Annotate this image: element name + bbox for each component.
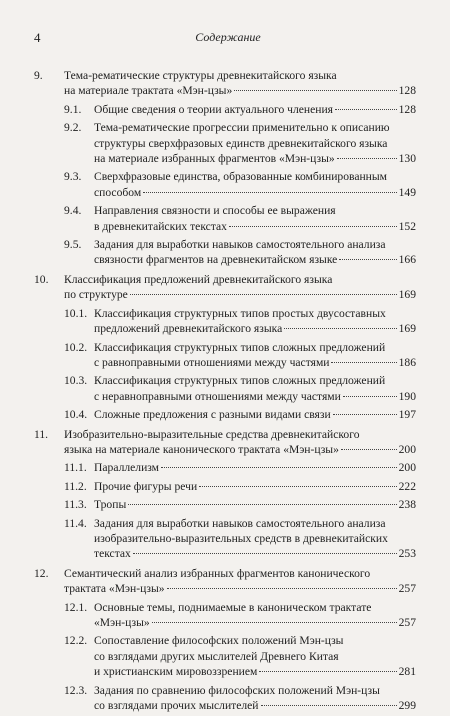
toc-chapter-entry [0, 68, 450, 99]
toc-entry-line: Семантический анализ избранных фрагментов канонического [64, 566, 371, 580]
toc-entry-line: на материале трактата «Мэн-цзы» [64, 84, 233, 98]
toc-dot-leader [261, 705, 397, 706]
toc-entry-last-line [64, 83, 416, 98]
toc-entry-line: со взглядами прочих мыслителей [94, 699, 259, 713]
toc-entry-title [94, 633, 416, 679]
toc-chapter-entry [0, 427, 450, 458]
toc-entry-number: 11.4. [64, 516, 87, 530]
toc-section-entry [0, 600, 450, 631]
toc-entry-number: 12.3. [64, 683, 88, 697]
toc-section-entry [0, 237, 450, 268]
toc-entry-number: 11.1. [64, 461, 87, 475]
toc-section-entry [0, 120, 450, 166]
toc-page-number: 257 [398, 582, 416, 596]
toc-entry-title [94, 683, 416, 714]
toc-section-entry [0, 340, 450, 371]
toc-entry-number: 12.2. [64, 634, 88, 648]
toc-entry-line: трактата «Мэн-цзы» [64, 582, 165, 596]
table-of-contents [0, 64, 450, 716]
toc-page-number: 200 [398, 461, 416, 475]
toc-entry-last-line [94, 407, 416, 422]
toc-entry-line: Общие сведения о теории актуального членения [94, 102, 334, 116]
toc-entry-last-line [94, 151, 416, 166]
toc-section-entry [0, 169, 450, 200]
toc-page-number: 190 [398, 389, 416, 403]
toc-entry-number: 9.5. [64, 238, 82, 252]
toc-page-number: 169 [398, 322, 416, 336]
toc-entry-title [94, 516, 416, 562]
toc-entry-number: 10.4. [64, 408, 88, 422]
toc-section-entry [0, 497, 450, 512]
toc-entry-title [94, 102, 416, 117]
toc-entry-line: связности фрагментов на древнекитайском языке [94, 253, 338, 267]
toc-entry-line: Задания для выработки навыков самостоятельного анализа [94, 516, 386, 530]
toc-entry-title [64, 272, 416, 303]
toc-dot-leader [259, 671, 396, 672]
toc-entry-line: текстах [94, 547, 131, 561]
toc-entry-line: Прочие фигуры речи [94, 479, 198, 493]
toc-entry-line: Тема-рематические структуры древнекитайского языка [64, 69, 337, 82]
toc-entry-last-line [94, 497, 416, 512]
toc-section-entry [0, 407, 450, 422]
toc-entry-last-line [94, 321, 416, 336]
toc-page-number: 128 [398, 84, 416, 98]
toc-dot-leader [130, 294, 397, 295]
toc-entry-number: 10.3. [64, 374, 88, 388]
toc-entry-title [94, 460, 416, 475]
running-title: Содержание [195, 30, 261, 44]
toc-entry-line: Классификация структурных типов сложных предложений [94, 340, 386, 354]
toc-entry-number: 11.3. [64, 498, 87, 512]
toc-entry-title [94, 407, 416, 422]
toc-entry-line: Направления связности и способы ее выражения [94, 204, 336, 218]
toc-section-entry [0, 306, 450, 337]
toc-entry-last-line [94, 219, 416, 234]
toc-dot-leader [199, 486, 396, 487]
toc-entry-number: 12. [34, 566, 49, 580]
toc-page-number: 222 [398, 479, 416, 493]
toc-page-number: 238 [398, 498, 416, 512]
toc-entry-line: способом [94, 185, 142, 199]
toc-entry-title [94, 600, 416, 631]
toc-entry-line: на материале избранных фрагментов «Мэн-цзы» [94, 152, 335, 166]
toc-chapter-entry [0, 566, 450, 597]
toc-entry-line: с равноправными отношениями между частями [94, 355, 330, 369]
toc-dot-leader [341, 449, 397, 450]
toc-page-number: 200 [398, 442, 416, 456]
toc-entry-line: с неравноправными отношениями между частями [94, 389, 341, 403]
toc-page-number: 186 [398, 355, 416, 369]
page-number: 4 [34, 30, 41, 45]
toc-entry-title [64, 68, 416, 99]
toc-entry-last-line [94, 664, 416, 679]
toc-dot-leader [331, 362, 396, 363]
toc-entry-number: 9.2. [64, 121, 82, 135]
toc-entry-line: языка на материале канонического трактата «Мэн-цзы» [64, 442, 339, 456]
toc-entry-number: 9.3. [64, 170, 82, 184]
toc-entry-line: и христианским мировоззрением [94, 665, 258, 679]
toc-entry-line: Классификация структурных типов простых двусоставных [94, 306, 386, 320]
toc-section-entry [0, 102, 450, 117]
toc-entry-last-line [94, 102, 416, 117]
toc-entry-title [94, 120, 416, 166]
toc-entry-number: 11.2. [64, 479, 87, 493]
toc-entry-line: Изобразительно-выразительные средства древнекитайского [64, 427, 360, 441]
toc-page-number: 166 [398, 253, 416, 267]
toc-section-entry [0, 373, 450, 404]
toc-dot-leader [152, 622, 397, 623]
toc-section-entry [0, 460, 450, 475]
toc-section-entry [0, 633, 450, 679]
toc-entry-number: 11. [34, 427, 49, 441]
toc-page-number: 197 [398, 408, 416, 422]
toc-entry-line: Задания для выработки навыков самостоятельного анализа [94, 238, 386, 252]
toc-entry-line: Сопоставление философских положений Мэн-цзы [94, 634, 344, 648]
toc-page-number: 152 [398, 219, 416, 233]
toc-entry-line: предложений древнекитайского языка [94, 322, 283, 336]
toc-entry-line: со взглядами других мыслителей Древнего Китая [94, 649, 339, 663]
toc-entry-title [94, 169, 416, 200]
toc-entry-last-line [94, 460, 416, 475]
toc-page-number: 169 [398, 288, 416, 302]
toc-section-entry [0, 683, 450, 714]
toc-dot-leader [337, 158, 397, 159]
toc-entry-number: 9. [34, 69, 43, 82]
toc-dot-leader [234, 90, 396, 91]
toc-entry-last-line [64, 442, 416, 457]
toc-entry-line: «Мэн-цзы» [94, 616, 150, 629]
toc-entry-number: 9.1. [64, 102, 82, 116]
toc-entry-line: Основные темы, поднимаемые в каноническом трактате [94, 600, 372, 614]
toc-entry-last-line [94, 479, 416, 494]
toc-entry-title [94, 373, 416, 404]
toc-dot-leader [143, 192, 396, 193]
toc-entry-last-line [94, 252, 416, 267]
toc-entry-number: 10.2. [64, 340, 88, 354]
toc-entry-title [94, 340, 416, 371]
toc-page-number: 253 [398, 547, 416, 561]
toc-section-entry [0, 203, 450, 234]
toc-entry-title [94, 203, 416, 234]
toc-entry-last-line [64, 287, 416, 302]
toc-page-number: 130 [398, 152, 416, 166]
toc-entry-line: Задания по сравнению философских положений Мэн-цзы [94, 683, 380, 697]
toc-entry-line: структуры сверхфразовых единств древнекитайского языка [94, 136, 388, 150]
toc-page-number: 257 [398, 616, 416, 629]
toc-entry-line: Классификация предложений древнекитайского языка [64, 272, 333, 286]
toc-entry-line: по структуре [64, 288, 128, 302]
toc-section-entry [0, 479, 450, 494]
toc-entry-number: 10.1. [64, 306, 88, 320]
toc-entry-last-line [94, 185, 416, 200]
toc-entry-line: Классификация структурных типов сложных предложений [94, 374, 386, 388]
toc-page-number: 128 [398, 102, 416, 116]
toc-entry-number: 10. [34, 272, 49, 286]
toc-entry-line: Тропы [94, 498, 127, 512]
toc-entry-last-line [94, 546, 416, 561]
toc-dot-leader [167, 588, 397, 589]
toc-entry-line: в древнекитайских текстах [94, 219, 227, 233]
toc-entry-title [64, 427, 416, 458]
toc-chapter-entry [0, 272, 450, 303]
toc-dot-leader [335, 109, 397, 110]
toc-dot-leader [229, 226, 397, 227]
toc-entry-number: 12.1. [64, 600, 88, 614]
toc-dot-leader [284, 328, 396, 329]
toc-entry-number: 9.4. [64, 204, 82, 218]
toc-dot-leader [333, 414, 397, 415]
toc-page-number: 281 [398, 665, 416, 679]
page-header [34, 30, 422, 46]
toc-entry-line: Тема-рематические прогрессии применительно к описанию [94, 121, 390, 135]
toc-dot-leader [339, 259, 396, 260]
toc-entry-last-line [64, 581, 416, 596]
toc-entry-title [64, 566, 416, 597]
toc-section-entry [0, 516, 450, 562]
toc-entry-last-line [94, 355, 416, 370]
toc-entry-last-line [94, 698, 416, 713]
toc-entry-line: изобразительно-выразительных средств в древнекитайских [94, 531, 388, 545]
toc-entry-line: Параллелизм [94, 461, 160, 475]
toc-entry-last-line [94, 389, 416, 404]
toc-entry-line: Сверхфразовые единства, образованные комбинированным [94, 170, 388, 184]
toc-dot-leader [161, 467, 397, 468]
toc-page-number: 149 [398, 185, 416, 199]
toc-dot-leader [128, 504, 396, 505]
toc-entry-last-line [94, 615, 416, 630]
toc-entry-line: Сложные предложения с разными видами связи [94, 408, 331, 422]
toc-entry-title [94, 237, 416, 268]
toc-entry-title [94, 479, 416, 494]
toc-entry-title [94, 306, 416, 337]
toc-entry-title [94, 497, 416, 512]
toc-page-number: 299 [398, 699, 416, 713]
toc-dot-leader [343, 396, 397, 397]
toc-dot-leader [133, 553, 397, 554]
